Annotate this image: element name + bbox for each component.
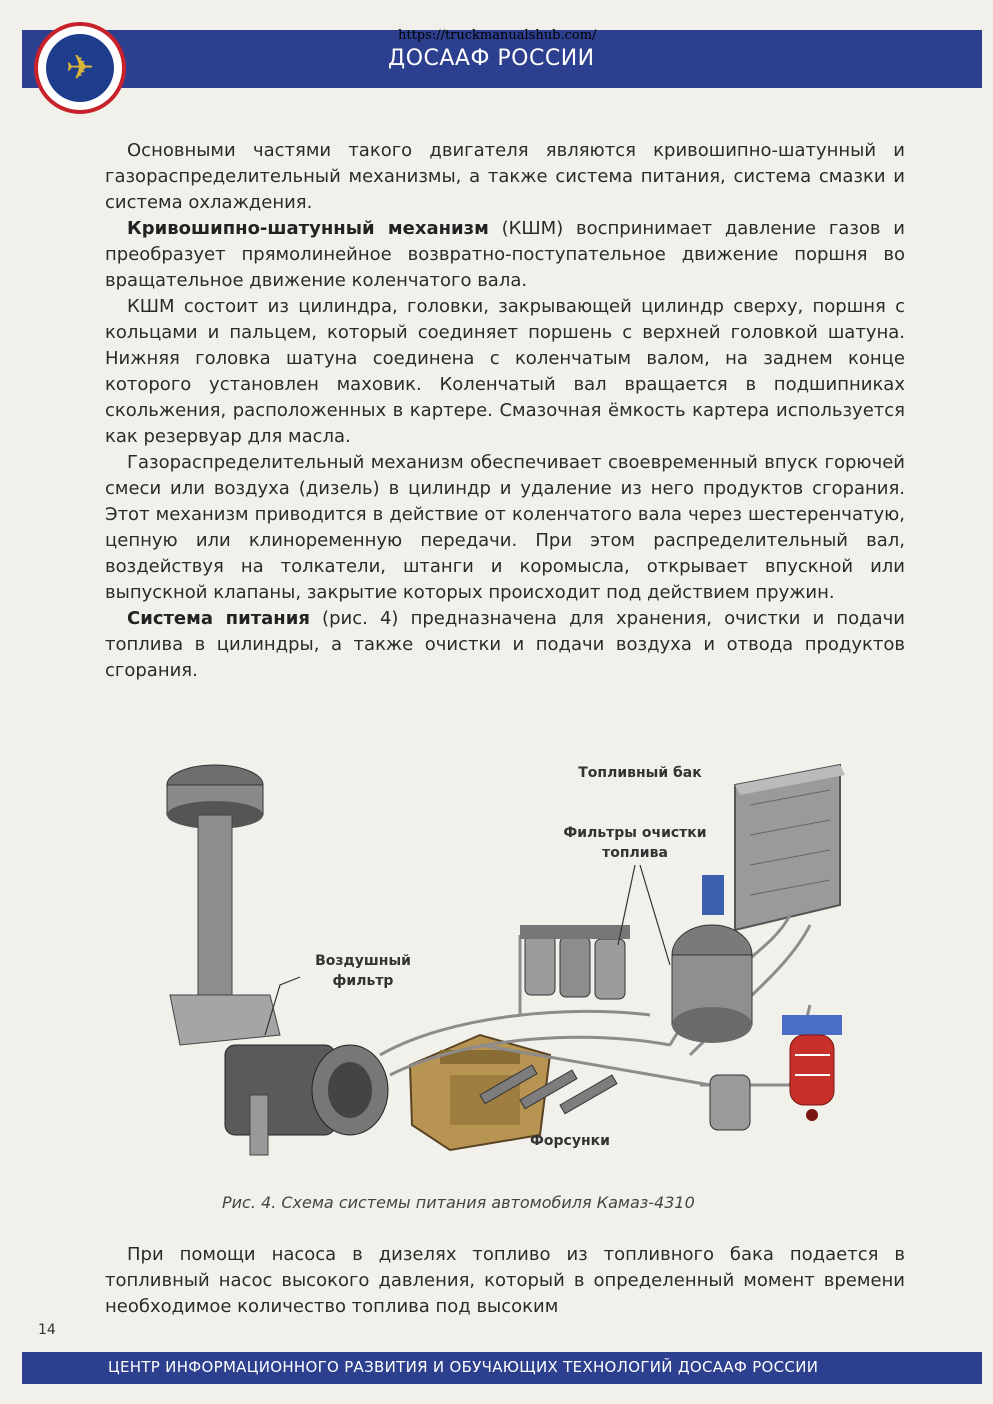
fuel-system-illustration [150,755,850,1175]
bottom-text [105,1242,905,1320]
fuel-tank-drawing [735,765,845,930]
page-number: 14 [38,1322,56,1338]
paragraph-5: Система питания (рис. 4) предназначена для хранения, очистки и подачи топлива в цилиндры, а также очистки и подачи воздуха и отвода продуктов сгорания. [105,608,905,681]
paragraph-4: Газораспределительный механизм обеспечивает своевременный впуск горючей смеси или воздуха (дизель) в цилиндр и удаление из него продуктов сгорания. Этот механизм приводится в действие от коленчатого вала через шестеренчатую, цепную или клиноременную передачи. При этом распределительный вал, воздействуя на толкатели, штанги и коромысла, открывает впускной или выпускной клапаны, закрытие которых происходит под действием пружин. [105,452,905,603]
fine-filters-drawing [520,925,630,999]
label-fuel-tank: Топливный бак [578,765,702,781]
paragraph-2: Кривошипно-шатунный механизм (КШМ) воспринимает давление газов и преобразует прямолинейное возвратно-поступательное движение поршня во вращательное движение коленчатого вала. [105,218,905,291]
logo-emblem-background [46,34,114,102]
fuel-system-figure [150,755,850,1175]
eagle-emblem-icon: ✈ [65,48,95,88]
paragraph-6: При помощи насоса в дизелях топливо из топливного бака подается в топливный насос высокого давления, который в определенный момент времени необходимое количество топлива под высоким [105,1244,905,1317]
header-title: ДОСААФ РОССИИ [388,46,595,71]
label-fuel-filters: Фильтры очистки топлива [563,825,707,861]
paragraph-3: КШМ состоит из цилиндра, головки, закрывающей цилиндр сверху, поршня с кольцами и пальцем, который соединяет поршень с верхней головкой шатуна. Нижняя головка шатуна соединена с коленчатым валом, на заднем конце которого установлен маховик. Коленчатый вал вращается в подшипниках скольжения, расположенных в картере. Смазочная ёмкость картера используется как резервуар для масла. [105,296,905,447]
figure-caption: Рис. 4. Схема системы питания автомобиля Камаз-4310 [222,1193,695,1212]
main-text [105,138,905,684]
dosaaf-logo [34,22,126,114]
cutaway-filter-drawing [782,1015,842,1121]
label-air-filter: Воздушный фильтр [315,953,411,989]
label-injectors: Форсунки [530,1133,610,1149]
source-url[interactable]: https://truckmanualshub.com/ [398,28,597,43]
footer-text: ЦЕНТР ИНФОРМАЦИОННОГО РАЗВИТИЯ И ОБУЧАЮЩИХ ТЕХНОЛОГИЙ ДОСААФ РОССИИ [108,1358,819,1376]
paragraph-1: Основными частями такого двигателя являются кривошипно-шатунный и газораспределительный механизмы, а также система питания, система смазки и система охлаждения. [105,140,905,213]
